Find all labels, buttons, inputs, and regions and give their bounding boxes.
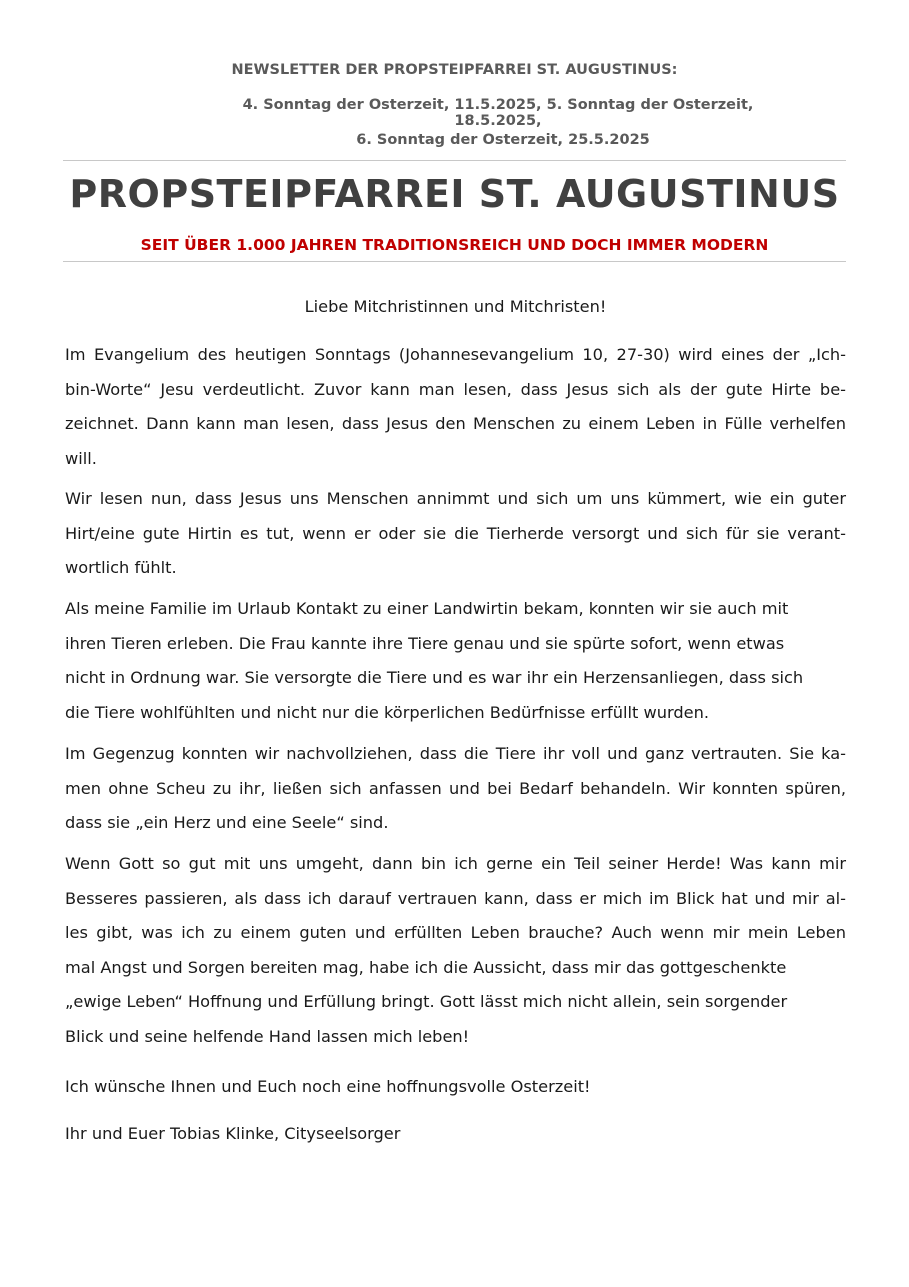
paragraph-line: zeichnet. Dann kann man lesen, dass Jesus den Menschen zu einem Leben in Fülle verhelfen [65, 414, 846, 433]
paragraph [65, 737, 846, 841]
newsletter-dates-line-2: 6. Sonntag der Osterzeit, 25.5.2025 [356, 132, 650, 148]
paragraph [65, 482, 846, 586]
paragraph-line: Hirt/eine gute Hirtin es tut, wenn er oder sie die Tierherde versorgt und sich für sie verant- [65, 523, 846, 543]
closing-wish: Ich wünsche Ihnen und Euch noch eine hoffnungsvolle Osterzeit! [65, 1077, 591, 1096]
newsletter-dates-line-1: 4. Sonntag der Osterzeit, 11.5.2025, 5. Sonntag der Osterzeit, 18.5.2025, [242, 97, 754, 129]
paragraph-line: nicht in Ordnung war. Sie versorgte die Tiere und es war ihr ein Herzensanliegen, dass sich [65, 668, 804, 687]
paragraph-line: Im Gegenzug konnten wir nachvollziehen, dass die Tiere ihr voll und ganz vertrauten. Sie ka- [65, 744, 846, 763]
paragraph-line: ihren Tieren erleben. Die Frau kannte ihre Tiere genau und sie spürte sofort, wenn etwas [65, 633, 785, 653]
bottom-divider [63, 261, 846, 262]
paragraph-line: die Tiere wohlfühlten und nicht nur die körperlichen Bedürfnisse erfüllt wurden. [65, 702, 710, 722]
signature: Ihr und Euer Tobias Klinke, Cityseelsorger [65, 1124, 401, 1143]
paragraph-line: mal Angst und Sorgen bereiten mag, habe ich die Aussicht, dass mir das gottgeschenkte [65, 957, 787, 977]
page-subtitle: SEIT ÜBER 1.000 JAHREN TRADITIONSREICH UND DOCH IMMER MODERN [140, 236, 769, 254]
paragraph-line: „ewige Leben“ Hoffnung und Erfüllung bringt. Gott lässt mich nicht allein, sein sorgender [65, 992, 788, 1011]
greeting: Liebe Mitchristinnen und Mitchristen! [304, 297, 607, 316]
paragraph-line: Besseres passieren, als dass ich darauf vertrauen kann, dass er mich im Blick hat und mir al- [65, 888, 846, 908]
paragraph-line: wortlich fühlt. [65, 558, 177, 577]
paragraph-line: Im Evangelium des heutigen Sonntags (Johannesevangelium 10, 27-30) wird eines der „Ich- [65, 345, 846, 364]
paragraph [65, 847, 846, 1054]
paragraph-line: will. [65, 448, 97, 468]
paragraph-line: Wir lesen nun, dass Jesus uns Menschen annimmt und sich um uns kümmert, wie ein guter [65, 489, 846, 508]
paragraph-line: dass sie „ein Herz und eine Seele“ sind. [65, 813, 389, 832]
page-title: PROPSTEIPFARREI ST. AUGUSTINUS [69, 172, 840, 216]
paragraph-line: les gibt, was ich zu einem guten und erfüllten Leben brauche? Auch wenn mir mein Leben [65, 923, 846, 942]
paragraph [65, 592, 846, 730]
paragraph-line: Blick und seine helfende Hand lassen mich leben! [65, 1026, 470, 1046]
newsletter-heading: NEWSLETTER DER PROPSTEIPFARREI ST. AUGUSTINUS: [231, 62, 678, 78]
paragraph-line: bin-Worte“ Jesu verdeutlicht. Zuvor kann man lesen, dass Jesus sich als der gute Hirte be- [65, 379, 846, 399]
letter-body [65, 290, 846, 1143]
paragraph-line: Als meine Familie im Urlaub Kontakt zu einer Landwirtin bekam, konnten wir sie auch mit [65, 599, 789, 618]
paragraph [65, 338, 846, 476]
paragraph-line: Wenn Gott so gut mit uns umgeht, dann bin ich gerne ein Teil seiner Herde! Was kann mir [65, 854, 846, 873]
paragraph-line: men ohne Scheu zu ihr, ließen sich anfassen und bei Bedarf behandeln. Wir konnten spüren, [65, 778, 846, 798]
top-divider [63, 160, 846, 161]
